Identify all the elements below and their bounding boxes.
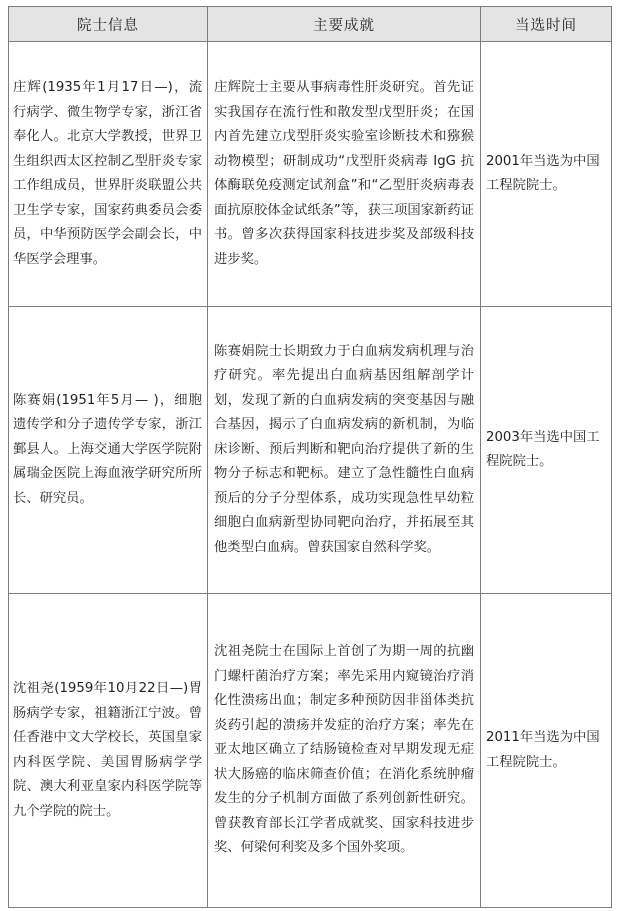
cell-achievement: 庄辉院士主要从事病毒性肝炎研究。首先证实我国存在流行性和散发型戊型肝炎；在国内首先建立戊型肝炎实验室诊断技术和猕猴动物模型；研制成功“戊型肝炎病毒 IgG 抗体酶联免疫测定试剂盒”和“乙型肝炎病毒表面抗原胶体金试纸条”等，获三项国家新药证书。曾多次获得国家科技进步奖及部级科技进步奖。 <box>208 42 481 307</box>
table-header-row <box>9 7 612 42</box>
cell-time: 2001年当选为中国工程院院士。 <box>481 42 612 307</box>
cell-info: 庄辉(1935年1月17日—)，流行病学、微生物学专家，浙江省奉化人。北京大学教授，世界卫生组织西太区控制乙型肝炎专家工作组成员，世界肝炎联盟公共卫生学专家，国家药典委员会委员，中华预防医学会副会长，中华医学会理事。 <box>9 42 208 307</box>
academician-table <box>8 6 612 908</box>
header-achievement: 主要成就 <box>208 7 481 42</box>
cell-achievement: 沈祖尧院士在国际上首创了为期一周的抗幽门螺杆菌治疗方案；率先采用内窥镜治疗消化性溃疡出血；制定多种预防因非甾体类抗炎药引起的溃疡并发症的治疗方案；率先在亚太地区确立了结肠镜检查对早期发现无症状大肠癌的临床筛查价值；在消化系统肿瘤发生的分子机制方面做了系列创新性研究。曾获教育部长江学者成就奖、国家科技进步奖、何梁何利奖及多个国外奖项。 <box>208 594 481 908</box>
header-time: 当选时间 <box>481 7 612 42</box>
table-row <box>9 594 612 908</box>
table-row <box>9 42 612 307</box>
cell-achievement: 陈赛娟院士长期致力于白血病发病机理与治疗研究。率先提出白血病基因组解剖学计划，发现了新的白血病发病的突变基因与融合基因，揭示了白血病发病的新机制，为临床诊断、预后判断和靶向治疗提供了新的生物分子标志和靶标。建立了急性髓性白血病预后的分子分型体系，成功实现急性早幼粒细胞白血病新型协同靶向治疗，并拓展至其他类型白血病。曾获国家自然科学奖。 <box>208 307 481 594</box>
header-info: 院士信息 <box>9 7 208 42</box>
cell-info: 沈祖尧(1959年10月22日—)胃肠病学专家，祖籍浙江宁波。曾任香港中文大学校长，英国皇家内科医学院、美国胃肠病学学院、澳大利亚皇家内科医学院等九个学院的院士。 <box>9 594 208 908</box>
cell-info: 陈赛娟(1951年5月— )，细胞遗传学和分子遗传学专家，浙江鄞县人。上海交通大学医学院附属瑞金医院上海血液学研究所所长、研究员。 <box>9 307 208 594</box>
cell-time: 2011年当选为中国工程院院士。 <box>481 594 612 908</box>
cell-time: 2003年当选中国工程院院士。 <box>481 307 612 594</box>
table-row <box>9 307 612 594</box>
